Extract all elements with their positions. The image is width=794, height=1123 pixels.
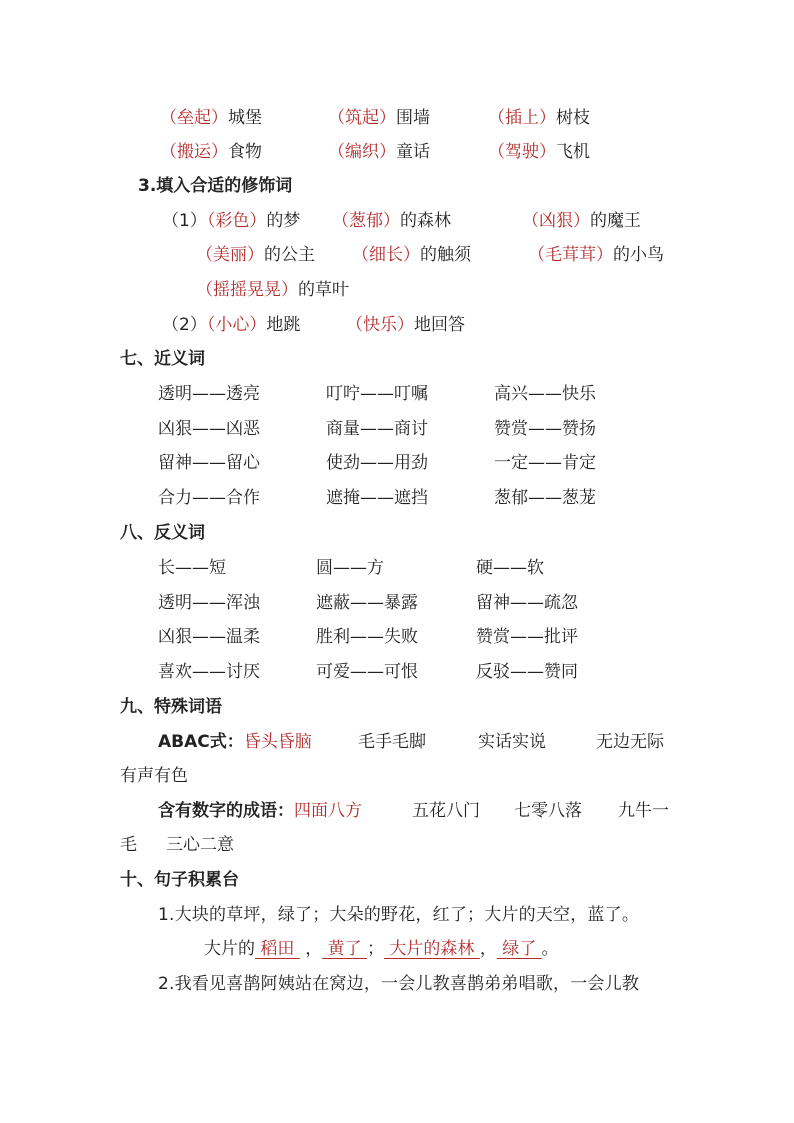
answer-text: （编织） <box>328 142 396 162</box>
section-heading: 七、近义词 <box>120 349 205 369</box>
idiom: 毛 <box>120 835 137 855</box>
idiom: 九牛一 <box>618 801 669 821</box>
word-pair: 凶狠——温柔 <box>158 627 260 647</box>
blank-answer: 稻田 <box>255 939 300 959</box>
word-pair: 商量——商讨 <box>326 419 428 439</box>
idiom: 三心二意 <box>166 835 234 855</box>
word-pair: 赞赏——赞扬 <box>494 419 596 439</box>
modifier-line: （美丽）的公主 <box>196 245 315 265</box>
phrase-item: （编织）童话 <box>328 142 430 162</box>
word-pair: 硬——软 <box>476 558 544 578</box>
sentence: 2.我看见喜鹊阿姨站在窝边，一会儿教喜鹊弟弟唱歌，一会儿教 <box>158 974 640 994</box>
section-heading: 八、反义词 <box>120 523 205 543</box>
word-pair: 叮咛——叮嘱 <box>326 384 428 404</box>
word-pair: 遮蔽——暴露 <box>316 593 418 613</box>
word-pair: 合力——合作 <box>158 488 260 508</box>
abac-line: ABAC式：昏头昏脑 <box>158 732 312 752</box>
modifier-line: （摇摇晃晃）的草叶 <box>196 280 349 300</box>
idiom: 无边无际 <box>596 732 664 752</box>
word-pair: 胜利——失败 <box>316 627 418 647</box>
phrase-item: （插上）树枝 <box>488 108 590 128</box>
word-pair: 留神——疏忽 <box>476 593 578 613</box>
word-pair: 凶狠——凶恶 <box>158 419 260 439</box>
section-heading: 3.填入合适的修饰词 <box>138 176 293 196</box>
phrase-item: （筑起）围墙 <box>328 108 430 128</box>
section-heading: 九、特殊词语 <box>120 697 222 717</box>
word-pair: 透明——浑浊 <box>158 593 260 613</box>
word-pair: 可爱——可恨 <box>316 662 418 682</box>
blank-answer: 大片的森林 <box>384 939 480 959</box>
number-idiom-line: 含有数字的成语：四面八方 <box>158 801 362 821</box>
phrase-item: （垒起）城堡 <box>160 108 262 128</box>
word-pair: 圆——方 <box>316 558 384 578</box>
idiom: 毛手毛脚 <box>358 732 426 752</box>
word-pair: 一定——肯定 <box>494 453 596 473</box>
word-pair: 留神——留心 <box>158 453 260 473</box>
blank-answer: 黄了 <box>322 939 368 959</box>
word-pair: 遮掩——遮挡 <box>326 488 428 508</box>
idiom: 实话实说 <box>478 732 546 752</box>
modifier-line: （葱郁）的森林 <box>332 211 451 231</box>
modifier-line: （1）（彩色）的梦 <box>162 211 301 231</box>
word-pair: 高兴——快乐 <box>494 384 596 404</box>
answer-text: （插上） <box>488 108 556 128</box>
idiom: 有声有色 <box>120 766 188 786</box>
fill-blank-sentence: 大片的 稻田 ， 黄了 ； 大片的森林 ， 绿了 。 <box>204 939 559 959</box>
answer-text: （垒起） <box>160 108 228 128</box>
word-pair: 使劲——用劲 <box>326 453 428 473</box>
blank-answer: 绿了 <box>496 939 542 959</box>
modifier-line: （快乐）地回答 <box>346 315 465 335</box>
sentence: 1.大块的草坪，绿了；大朵的野花，红了；大片的天空，蓝了。 <box>158 905 640 925</box>
idiom: 七零八落 <box>514 801 582 821</box>
phrase-item: （驾驶）飞机 <box>488 142 590 162</box>
modifier-line: （毛茸茸）的小鸟 <box>528 245 664 265</box>
modifier-line: （凶狠）的魔王 <box>522 211 641 231</box>
word-pair: 葱郁——葱茏 <box>494 488 596 508</box>
answer-text: （驾驶） <box>488 142 556 162</box>
phrase-item: （搬运）食物 <box>160 142 262 162</box>
answer-text: （搬运） <box>160 142 228 162</box>
word-pair: 透明——透亮 <box>158 384 260 404</box>
modifier-line: （细长）的触须 <box>352 245 471 265</box>
word-pair: 反驳——赞同 <box>476 662 578 682</box>
modifier-line: （2）（小心）地跳 <box>162 315 301 335</box>
word-pair: 长——短 <box>158 558 226 578</box>
word-pair: 喜欢——讨厌 <box>158 662 260 682</box>
idiom: 五花八门 <box>412 801 480 821</box>
section-heading: 十、句子积累台 <box>120 870 239 890</box>
word-pair: 赞赏——批评 <box>476 627 578 647</box>
answer-text: （筑起） <box>328 108 396 128</box>
